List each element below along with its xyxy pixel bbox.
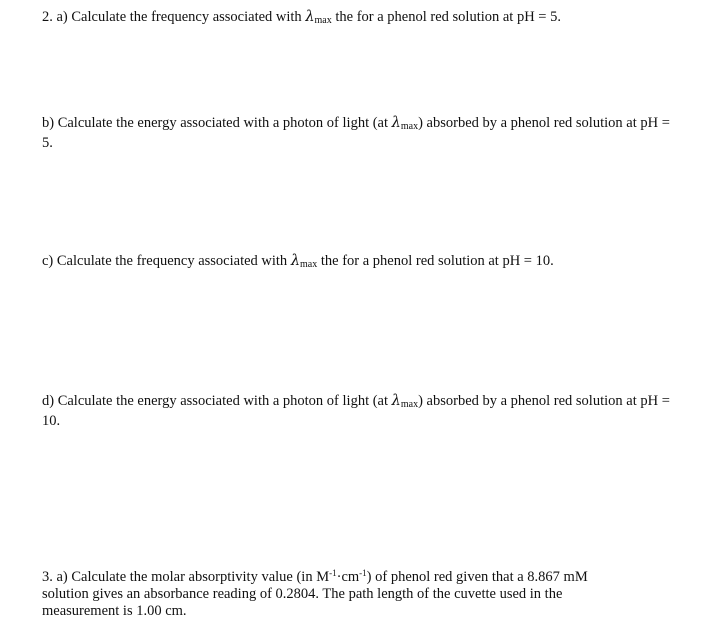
question-3a: [42, 565, 632, 620]
question-3a-middle: ·cm: [336, 569, 360, 585]
molar-inverse-exponent: -1: [329, 568, 337, 578]
lambda-symbol: λ: [391, 393, 401, 409]
question-2a-suffix: the for a phenol red solution at pH = 5.: [331, 9, 561, 25]
question-2a: [42, 9, 672, 29]
question-3a-prefix: 3. a) Calculate the molar absorptivity value (in M: [42, 569, 330, 585]
lambda-symbol: λ: [391, 115, 401, 131]
lambda-subscript: max: [314, 15, 332, 26]
lambda-subscript: max: [400, 121, 419, 132]
question-2b-prefix: b) Calculate the energy associated with a photon of light (at: [42, 115, 392, 131]
lambda-symbol: λ: [290, 253, 301, 269]
question-2a-prefix: 2. a) Calculate the frequency associated with: [42, 9, 306, 25]
question-2c-suffix: the for a phenol red solution at pH = 10.: [317, 253, 554, 269]
question-3a-suffix: ) of phenol red given that a 8.867 mM solution gives an absorbance reading of 0.2804. The path length of the cuvette used in the measurement is 1.00 cm.: [42, 569, 588, 619]
lambda-symbol: λ: [305, 9, 315, 25]
question-2d-suffix: ) absorbed by a phenol red solution at pH = 10.: [42, 393, 670, 429]
question-2b-suffix: ) absorbed by a phenol red solution at pH = 5.: [42, 115, 670, 151]
question-2b: [42, 115, 672, 152]
cm-inverse-exponent: -1: [359, 568, 367, 578]
lambda-subscript: max: [400, 399, 419, 410]
question-2d-prefix: d) Calculate the energy associated with a photon of light (at: [42, 393, 392, 409]
question-2c-prefix: c) Calculate the frequency associated with: [42, 253, 291, 269]
question-2d: [42, 393, 672, 430]
question-2c: [42, 253, 672, 273]
lambda-subscript: max: [300, 259, 318, 270]
